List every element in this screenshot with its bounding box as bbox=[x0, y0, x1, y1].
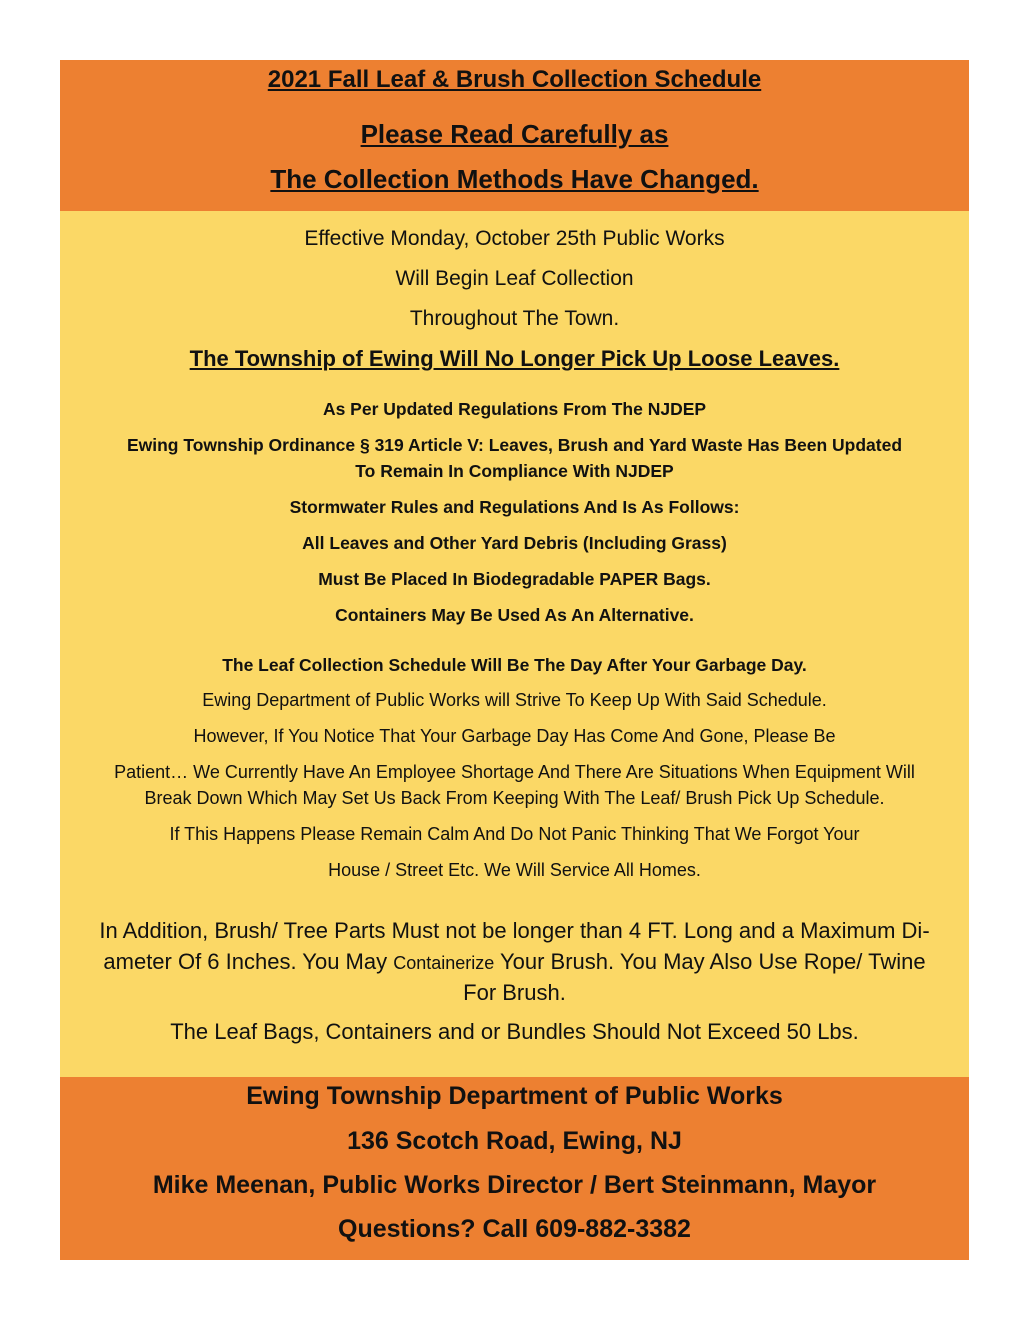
regulations-line: As Per Updated Regulations From The NJDEP bbox=[322, 399, 707, 419]
weight-limit-line: The Leaf Bags, Containers and or Bundles Should Not Exceed 50 Lbs. bbox=[170, 1019, 859, 1044]
brush-line-2-c: Your Brush. You May Also Use Rope/ Twine bbox=[494, 949, 926, 974]
notice-line-1: Please Read Carefully as bbox=[360, 119, 669, 149]
department-name: Ewing Township Department of Public Works bbox=[246, 1082, 783, 1110]
service-line: House / Street Etc. We Will Service All Homes. bbox=[328, 860, 701, 880]
calm-line: If This Happens Please Remain Calm And Do Not Panic Thinking That We Forgot Your bbox=[169, 824, 860, 844]
brush-line-2 bbox=[60, 949, 969, 975]
department-address: 136 Scotch Road, Ewing, NJ bbox=[347, 1127, 682, 1155]
effective-line-2: Will Begin Leaf Collection bbox=[395, 267, 634, 290]
effective-line-3: Throughout The Town. bbox=[409, 307, 620, 330]
officials-line: Mike Meenan, Public Works Director / Bert Steinmann, Mayor bbox=[152, 1171, 877, 1199]
containers-line: Containers May Be Used As An Alternative. bbox=[335, 605, 694, 625]
stormwater-line: Stormwater Rules and Regulations And Is As Follows: bbox=[289, 497, 740, 517]
brush-line-3: For Brush. bbox=[463, 980, 566, 1005]
however-line: However, If You Notice That Your Garbage Day Has Come And Gone, Please Be bbox=[193, 726, 836, 746]
paper-bags-line: Must Be Placed In Biodegradable PAPER Bags. bbox=[318, 569, 711, 589]
notice-line-2: The Collection Methods Have Changed. bbox=[270, 164, 759, 194]
collection-flyer bbox=[60, 60, 969, 1260]
containerize-word: Containerize bbox=[393, 953, 495, 973]
patient-line-2: Break Down Which May Set Us Back From Keeping With The Leaf/ Brush Pick Up Schedule. bbox=[144, 788, 885, 808]
patient-line-1: Patient… We Currently Have An Employee Shortage And There Are Situations When Equipment Will bbox=[114, 762, 915, 782]
ordinance-line-2: To Remain In Compliance With NJDEP bbox=[355, 461, 674, 481]
flyer-header bbox=[60, 60, 969, 211]
effective-line-1: Effective Monday, October 25th Public Works bbox=[304, 227, 725, 250]
schedule-day-line: The Leaf Collection Schedule Will Be The Day After Your Garbage Day. bbox=[222, 655, 807, 675]
all-leaves-line: All Leaves and Other Yard Debris (Including Grass) bbox=[302, 533, 727, 553]
brush-line-1: In Addition, Brush/ Tree Parts Must not be longer than 4 FT. Long and a Maximum Di- bbox=[99, 918, 930, 943]
phone-line: Questions? Call 609-882-3382 bbox=[338, 1215, 691, 1243]
brush-line-2-a: ameter Of 6 Inches. You May bbox=[103, 949, 394, 974]
no-loose-leaves-notice: The Township of Ewing Will No Longer Pick Up Loose Leaves. bbox=[189, 346, 840, 371]
flyer-footer bbox=[60, 1077, 969, 1260]
strive-line: Ewing Department of Public Works will Strive To Keep Up With Said Schedule. bbox=[202, 690, 827, 710]
flyer-title: 2021 Fall Leaf & Brush Collection Schedule bbox=[267, 66, 762, 93]
ordinance-line-1: Ewing Township Ordinance § 319 Article V: Leaves, Brush and Yard Waste Has Been Updated bbox=[126, 435, 903, 455]
